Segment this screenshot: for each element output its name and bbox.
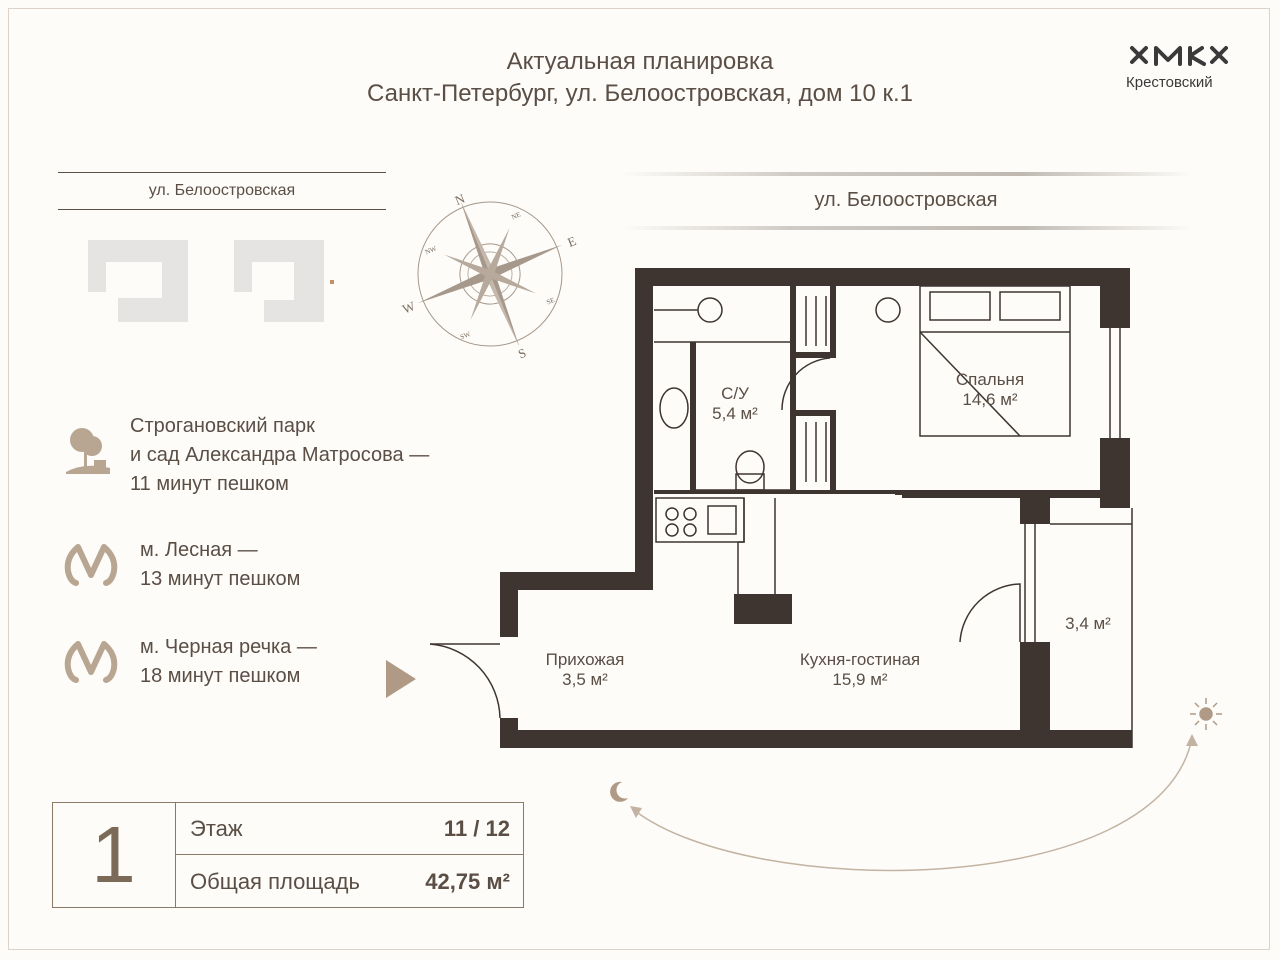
logo-text: Крестовский <box>1126 74 1213 91</box>
site-map-icon <box>86 238 346 328</box>
poi-metro-chernaya: м. Черная речка — 18 минут пешком <box>140 636 317 687</box>
room-hall: Прихожая 3,5 м² <box>545 650 625 689</box>
room-balcony: 3,4 м² <box>1065 614 1111 633</box>
poi-metro-lesnaya: м. Лесная — 13 минут пешком <box>140 539 301 590</box>
moon-icon <box>604 778 632 806</box>
krestovsky-logo-icon <box>1128 42 1232 72</box>
compass-sw: SW <box>458 330 472 342</box>
room-bathroom: С/У 5,4 м² <box>712 384 758 423</box>
floor-label: Этаж <box>190 816 243 841</box>
poi-park: Строгановский парк и сад Александра Матросова — 11 минут пешком <box>130 415 430 495</box>
sun-path <box>600 690 1240 890</box>
compass-w: W <box>400 298 418 317</box>
street-label-plan: ул. Белоостровская <box>620 170 1192 230</box>
metro-icon <box>64 541 118 585</box>
compass-e: E <box>565 233 579 250</box>
compass-s: S <box>515 344 529 362</box>
address: Санкт-Петербург, ул. Белоостровская, дом 10 к.1 <box>367 80 913 107</box>
room-bedroom: Спальня 14,6 м² <box>955 370 1025 409</box>
rooms-count: 1 <box>52 802 176 908</box>
compass-n: N <box>452 190 468 209</box>
area-value: 42,75 м² <box>425 869 510 894</box>
sun-icon <box>1188 696 1224 732</box>
entrance-arrow-icon <box>384 658 418 700</box>
area-row <box>176 855 524 908</box>
street-label-map: ул. Белоостровская <box>58 172 386 210</box>
compass-se: SE <box>545 296 556 307</box>
park-icon <box>64 424 114 476</box>
area-label: Общая площадь <box>190 869 360 894</box>
floor-row <box>176 802 524 855</box>
compass-nw: NW <box>423 244 438 257</box>
page-title: Актуальная планировка <box>506 48 774 75</box>
metro-icon <box>64 638 118 682</box>
room-living: Кухня-гостиная 15,9 м² <box>799 650 921 689</box>
compass-ne: NE <box>510 210 522 222</box>
floor-value: 11 / 12 <box>443 816 510 841</box>
